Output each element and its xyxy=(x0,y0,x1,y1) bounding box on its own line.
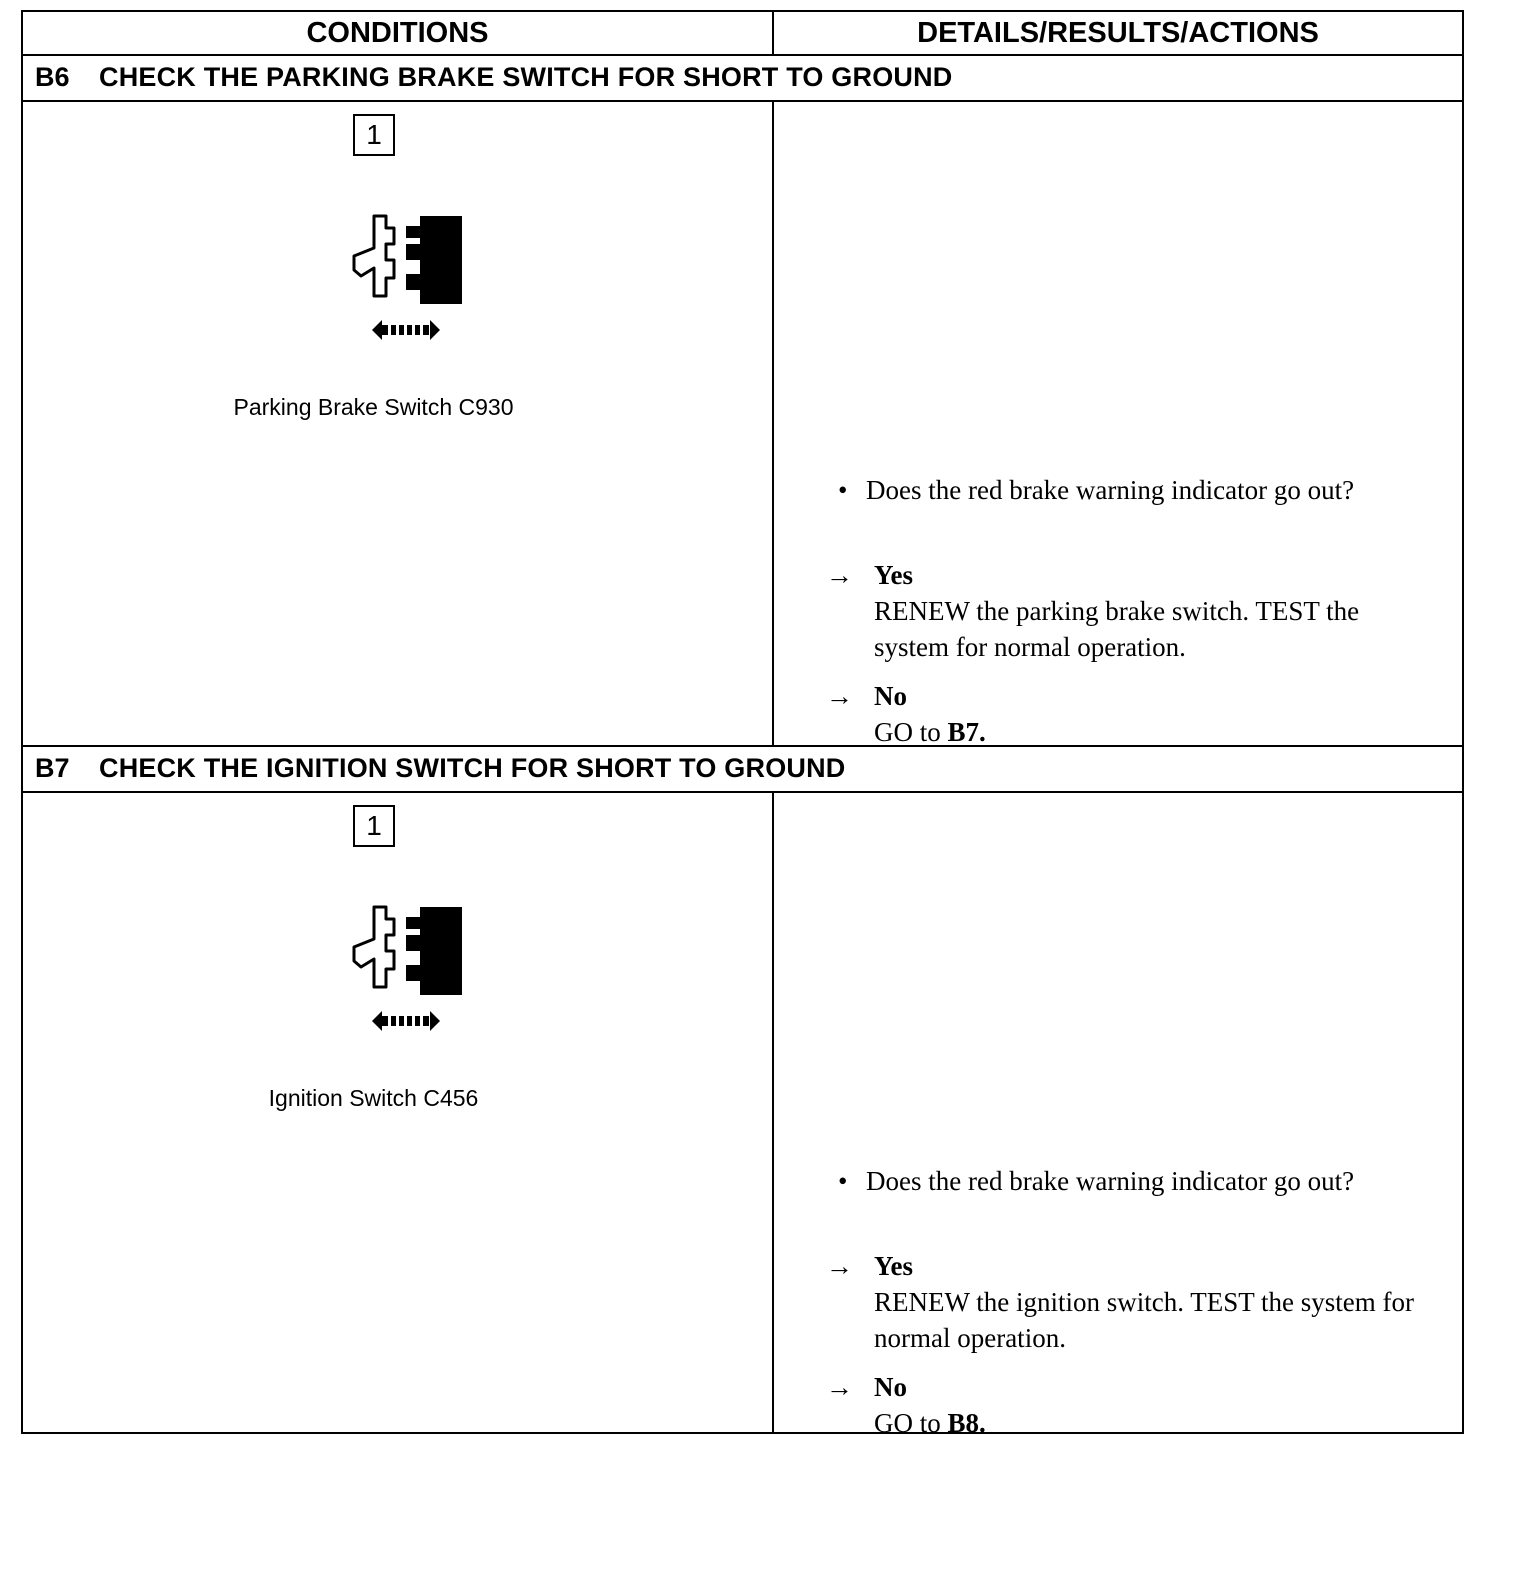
conditions-header: CONDITIONS xyxy=(23,12,774,54)
step-number-box: 1 xyxy=(353,805,395,847)
arrow-right-icon: → xyxy=(826,681,853,711)
conditions-cell xyxy=(23,102,774,745)
section-b7-body xyxy=(23,793,1462,1438)
no-action-prefix: GO to xyxy=(874,717,948,747)
arrow-right-icon: → xyxy=(826,1372,853,1402)
yes-action: RENEW the ignition switch. TEST the system for normal operation. xyxy=(874,1287,1414,1353)
details-cell xyxy=(774,102,1462,745)
section-b6-title xyxy=(23,56,1462,102)
conditions-cell xyxy=(23,793,774,1432)
diagnostic-table xyxy=(21,10,1464,1438)
question xyxy=(838,1163,1426,1199)
yes-answer xyxy=(826,557,1434,665)
section-code: B6 xyxy=(35,62,70,92)
no-action-target: B7. xyxy=(947,717,986,747)
section-b6-body xyxy=(23,102,1462,747)
bullet: • xyxy=(838,1166,848,1196)
details-cell xyxy=(774,793,1462,1438)
section-code: B7 xyxy=(35,753,70,783)
no-action-prefix: GO to xyxy=(874,1408,948,1438)
connector-disconnect-icon xyxy=(326,208,466,348)
yes-answer xyxy=(826,1248,1434,1356)
step-number-box: 1 xyxy=(353,114,395,156)
connector-disconnect-icon xyxy=(326,899,466,1039)
details-header: DETAILS/RESULTS/ACTIONS xyxy=(917,17,1319,49)
yes-label: Yes xyxy=(874,560,913,590)
no-label: No xyxy=(874,681,907,711)
yes-action: RENEW the parking brake switch. TEST the system for normal operation. xyxy=(874,596,1360,662)
no-answer xyxy=(826,1369,1434,1441)
question-text: Does the red brake warning indicator go out? xyxy=(866,1166,1355,1196)
no-label: No xyxy=(874,1372,907,1402)
section-b7-title xyxy=(23,747,1462,793)
arrow-right-icon: → xyxy=(826,560,853,590)
table-header xyxy=(23,12,1462,56)
connector-caption: Parking Brake Switch C930 xyxy=(233,394,514,420)
section-heading: CHECK THE IGNITION SWITCH FOR SHORT TO GROUND xyxy=(99,753,846,783)
connector-caption: Ignition Switch C456 xyxy=(268,1085,479,1111)
question-text: Does the red brake warning indicator go out? xyxy=(866,475,1355,505)
section-heading: CHECK THE PARKING BRAKE SWITCH FOR SHORT TO GROUND xyxy=(99,62,953,92)
no-action xyxy=(874,1405,1434,1441)
yes-label: Yes xyxy=(874,1251,913,1281)
no-action xyxy=(874,714,1434,750)
no-answer xyxy=(826,678,1434,750)
arrow-right-icon: → xyxy=(826,1251,853,1281)
bullet: • xyxy=(838,475,848,505)
question xyxy=(838,472,1426,508)
no-action-target: B8. xyxy=(947,1408,986,1438)
